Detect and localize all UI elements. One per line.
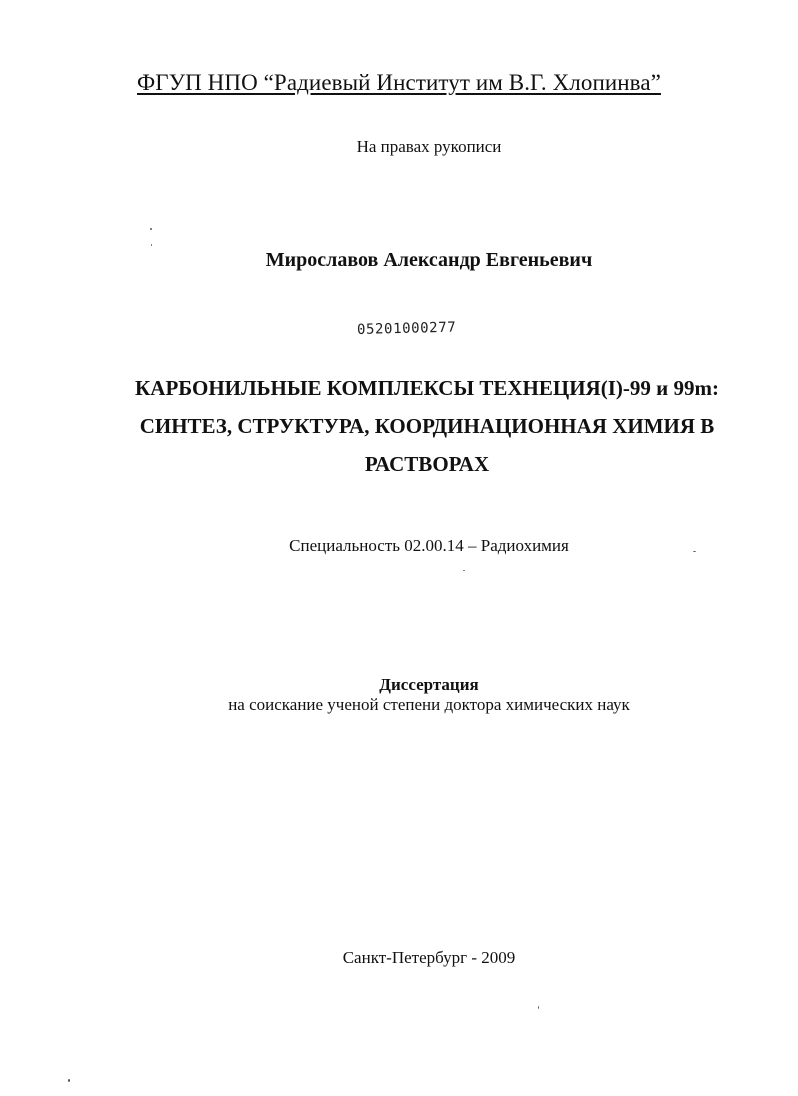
specialty: Специальность 02.00.14 – Радиохимия: [289, 536, 569, 555]
title-line-2: СИНТЕЗ, СТРУКТУРА, КООРДИНАЦИОННАЯ ХИМИЯ В: [139, 414, 715, 438]
scan-speck: [538, 1006, 539, 1009]
title-line-1: КАРБОНИЛЬНЫЕ КОМПЛЕКСЫ ТЕХНЕЦИЯ(I)-99 и 99m:: [135, 376, 719, 400]
institute-name: ФГУП НПО “Радиевый Институт им В.Г. Хлопинва”: [137, 70, 661, 95]
scan-speck: [463, 570, 465, 571]
scan-speck: [151, 244, 152, 246]
author-name: Мирославов Александр Евгеньевич: [265, 249, 593, 271]
dissertation-title: [28, 369, 798, 483]
title-line-3: РАСТВОРАХ: [364, 452, 490, 476]
dissertation-label: Диссертация: [379, 675, 479, 694]
rights-note: На правах рукописи: [356, 137, 502, 156]
city-year: Санкт-Петербург - 2009: [342, 948, 516, 967]
scan-speck: [693, 551, 696, 552]
scan-speck: [150, 228, 152, 230]
catalog-code: 05201000277: [356, 319, 457, 338]
dissertation-description: на соискание ученой степени доктора химических наук: [228, 695, 630, 714]
scan-speck: [68, 1079, 70, 1082]
